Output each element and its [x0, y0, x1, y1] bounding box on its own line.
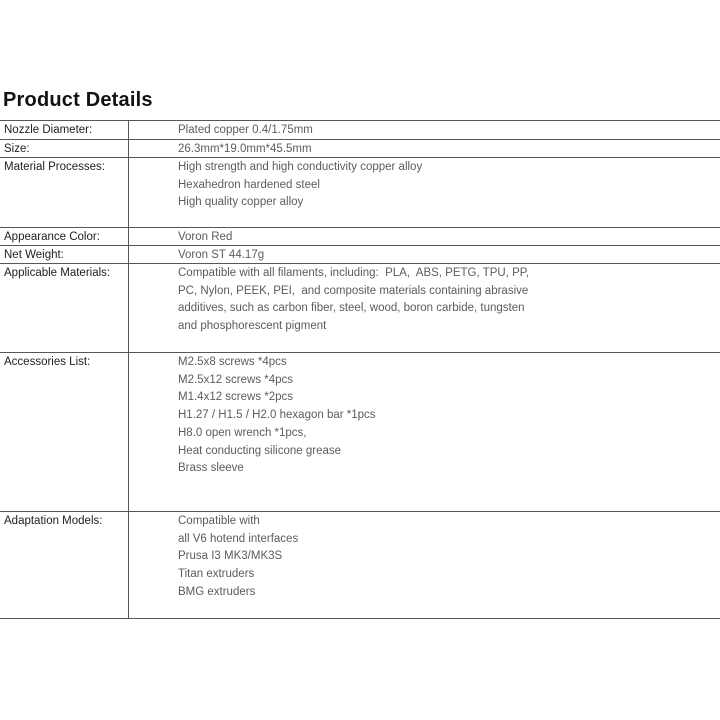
row-value: [129, 140, 720, 157]
table-row-adaptation-models: [0, 512, 720, 619]
value-line: PC, Nylon, PEEK, PEI, and composite materials containing abrasive: [178, 284, 529, 297]
table-row-applicable-materials: [0, 264, 720, 353]
value-line: M2.5x12 screws *4pcs: [178, 373, 294, 386]
value-line: 26.3mm*19.0mm*45.5mm: [178, 143, 312, 155]
value-line: Voron Red: [178, 231, 233, 243]
value-line: M2.5x8 screws *4pcs: [178, 356, 287, 368]
value-line: Compatible with: [178, 515, 260, 527]
table-row-net-weight: [0, 246, 720, 264]
table-row-nozzle-diameter: [0, 121, 720, 140]
value-line: and phosphorescent pigment: [178, 320, 327, 333]
row-value: [129, 512, 720, 618]
value-line: all V6 hotend interfaces: [178, 532, 299, 545]
value-line: Titan extruders: [178, 568, 255, 581]
value-line: Voron ST 44.17g: [178, 249, 265, 261]
row-value: [129, 121, 720, 139]
row-label: Nozzle Diameter:: [0, 121, 129, 139]
value-line: Compatible with all filaments, including: PLA, ABS, PETG, TPU, PP,: [178, 267, 530, 279]
row-value: [129, 353, 720, 511]
value-line: additives, such as carbon fiber, steel, wood, boron carbide, tungsten: [178, 302, 525, 315]
product-spec-table: [0, 120, 720, 619]
value-line: Plated copper 0.4/1.75mm: [178, 124, 313, 136]
row-label: Material Processes:: [0, 158, 129, 227]
value-line: Prusa I3 MK3/MK3S: [178, 550, 283, 563]
row-label: Appearance Color:: [0, 228, 129, 245]
page-title: Product Details: [3, 89, 153, 111]
row-label: Accessories List:: [0, 353, 129, 511]
table-row-appearance-color: [0, 228, 720, 246]
value-line: M1.4x12 screws *2pcs: [178, 391, 294, 404]
value-line: Hexahedron hardened steel: [178, 178, 320, 191]
row-label: Applicable Materials:: [0, 264, 129, 352]
row-label: Size:: [0, 140, 129, 157]
row-value: [129, 228, 720, 245]
table-row-accessories-list: [0, 353, 720, 512]
row-label: Net Weight:: [0, 246, 129, 263]
value-line: H8.0 open wrench *1pcs,: [178, 426, 307, 439]
value-line: Heat conducting silicone grease: [178, 444, 342, 457]
value-line: BMG extruders: [178, 585, 256, 598]
table-row-material-processes: [0, 158, 720, 228]
row-label: Adaptation Models:: [0, 512, 129, 618]
row-value: [129, 158, 720, 227]
value-line: High quality copper alloy: [178, 196, 304, 209]
row-value: [129, 246, 720, 263]
row-value: [129, 264, 720, 352]
value-line: H1.27 / H1.5 / H2.0 hexagon bar *1pcs: [178, 409, 376, 422]
value-line: Brass sleeve: [178, 462, 244, 475]
table-row-size: [0, 140, 720, 158]
value-line: High strength and high conductivity copper alloy: [178, 161, 423, 173]
